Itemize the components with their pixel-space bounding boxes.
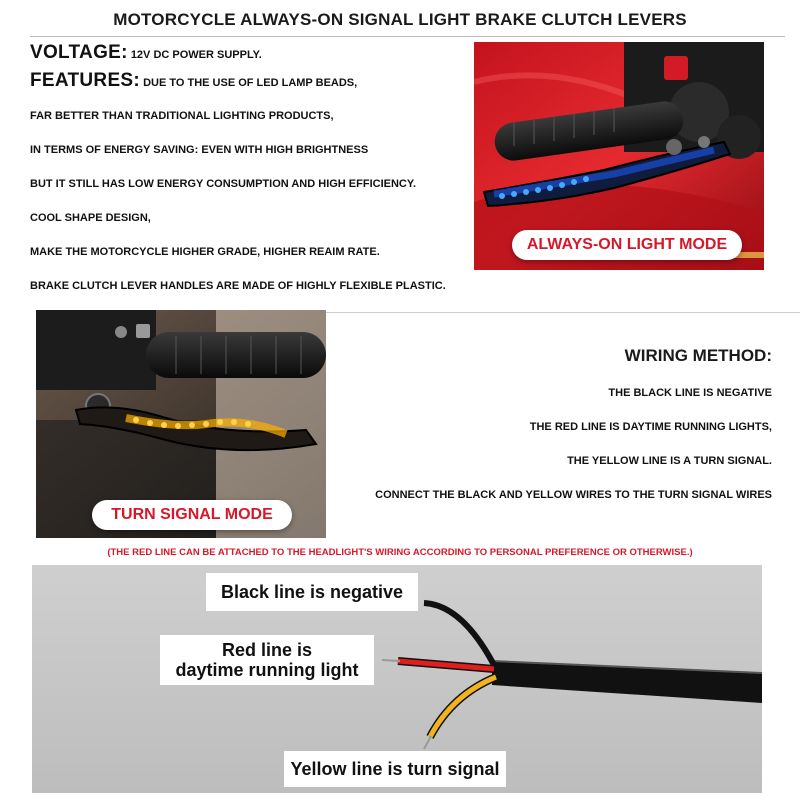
turn-signal-mode-badge: TURN SIGNAL MODE xyxy=(92,500,292,530)
voltage-value: 12V DC POWER SUPPLY. xyxy=(130,49,262,61)
feature-line: IN TERMS OF ENERGY SAVING: EVEN WITH HIGH BRIGHTNESS xyxy=(30,144,369,156)
features-row xyxy=(30,70,357,92)
always-on-photo xyxy=(474,42,764,270)
wire-diagram xyxy=(32,565,762,793)
wiring-line: CONNECT THE BLACK AND YELLOW WIRES TO THE TURN SIGNAL WIRES xyxy=(375,489,772,501)
black-wire-label: Black line is negative xyxy=(206,573,418,611)
page-title: MOTORCYCLE ALWAYS-ON SIGNAL LIGHT BRAKE CLUTCH LEVERS xyxy=(113,10,687,29)
red-wire-label-line1: Red line is xyxy=(221,640,313,660)
red-wire-label-line2: daytime running light xyxy=(175,660,359,680)
feature-line: COOL SHAPE DESIGN, xyxy=(30,212,151,224)
feature-line: MAKE THE MOTORCYCLE HIGHER GRADE, HIGHER REAIM RATE. xyxy=(30,246,380,258)
wiring-line: THE YELLOW LINE IS A TURN SIGNAL. xyxy=(567,455,772,467)
always-on-mode-badge: ALWAYS-ON LIGHT MODE xyxy=(512,230,742,260)
yellow-wire-label: Yellow line is turn signal xyxy=(284,751,506,787)
feature-line: BUT IT STILL HAS LOW ENERGY CONSUMPTION AND HIGH EFFICIENCY. xyxy=(30,178,417,190)
features-label: FEATURES: xyxy=(30,70,141,91)
title-divider xyxy=(30,36,785,37)
feature-line: FAR BETTER THAN TRADITIONAL LIGHTING PRODUCTS, xyxy=(30,110,334,122)
turn-signal-photo xyxy=(36,310,326,538)
section-divider xyxy=(326,312,800,313)
wiring-line: THE RED LINE IS DAYTIME RUNNING LIGHTS, xyxy=(529,421,772,433)
wiring-heading: WIRING METHOD: xyxy=(624,346,772,365)
wiring-note: (THE RED LINE CAN BE ATTACHED TO THE HEADLIGHT'S WIRING ACCORDING TO PERSONAL PREFERENCE OR OTHERWISE.) xyxy=(107,547,693,558)
wiring-line: THE BLACK LINE IS NEGATIVE xyxy=(608,387,772,399)
red-wire-label xyxy=(160,635,374,685)
voltage-label: VOLTAGE: xyxy=(30,42,128,63)
voltage-row xyxy=(30,42,262,64)
features-first-line: DUE TO THE USE OF LED LAMP BEADS, xyxy=(143,77,358,89)
feature-line: BRAKE CLUTCH LEVER HANDLES ARE MADE OF HIGHLY FLEXIBLE PLASTIC. xyxy=(30,280,446,292)
